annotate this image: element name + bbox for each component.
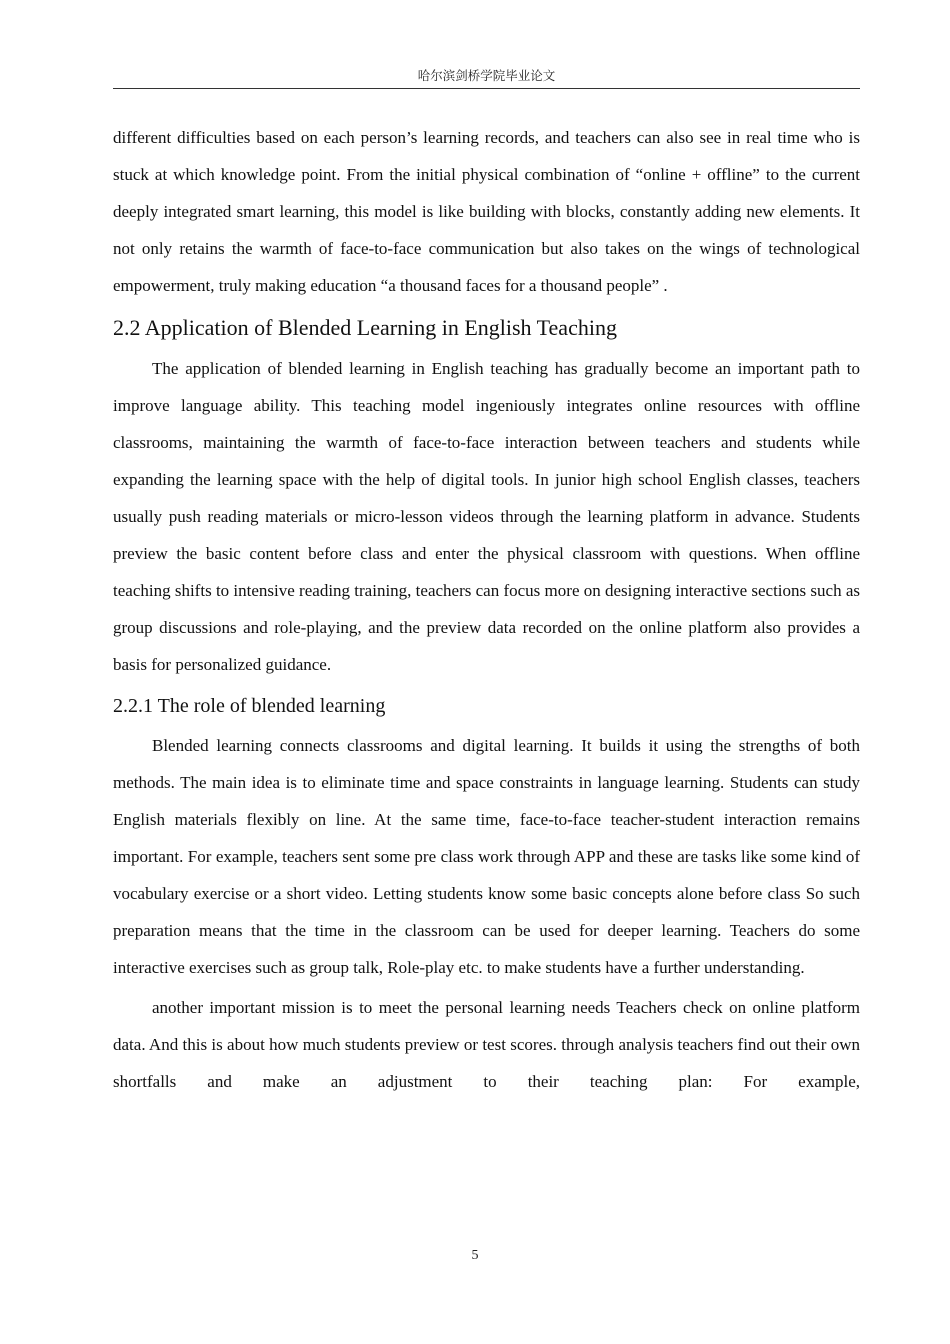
section-2-2-paragraph: The application of blended learning in English teaching has gradually become an important path to improve language ability. This teaching model ingeniously integrates online resources with offline classrooms, maintaining the warmth of face-to-face interaction between teachers and students while expanding the learning space with the help of digital tools. In junior high school English classes, teachers usually push reading materials or micro-lesson videos through the learning platform in advance. Students preview the basic content before class and enter the physical classroom with questions. When offline teaching shifts to intensive reading training, teachers can focus more on designing interactive sections such as group discussions and role-playing, and the preview data recorded on the online platform also provides a basis for personalized guidance. bbox=[113, 359, 860, 674]
section-2-2-1-paragraph-2: another important mission is to meet the personal learning needs Teachers check on online platform data. And this is about how much students preview or test scores. through analysis teachers find out their own shortfalls and make an adjustment to their teaching plan: For example, bbox=[113, 998, 860, 1091]
header-title: 哈尔滨剑桥学院毕业论文 bbox=[417, 68, 556, 83]
section-2-2-1-heading: 2.2.1 The role of blended learning bbox=[113, 695, 386, 717]
section-2-2-heading: 2.2 Application of Blended Learning in English Teaching bbox=[113, 315, 617, 340]
section-2-2-1-paragraph-1: Blended learning connects classrooms and digital learning. It builds it using the strengths of both methods. The main idea is to eliminate time and space constraints in language learning. Students can study English materials flexibly on line. At the same time, face-to-face teacher-student interaction remains important. For example, teachers sent some pre class work through APP and these are tasks like some kind of vocabulary exercise or a short video. Letting students know some basic concepts alone before class So such preparation means that the time in the classroom can be used for deeper learning. Teachers do some interactive exercises such as group talk, Role-play etc. to make students have a further understanding. bbox=[113, 736, 860, 977]
page-number: 5 bbox=[471, 1248, 479, 1263]
intro-paragraph: different difficulties based on each person’s learning records, and teachers can also see in real time who is stuck at which knowledge point. From the initial physical combination of “online + offline” to the current deeply integrated smart learning, this model is like building with blocks, constantly adding new elements. It not only retains the warmth of face-to-face communication but also takes on the wings of technological empowerment, truly making education “a thousand faces for a thousand people” . bbox=[113, 128, 860, 295]
page-header bbox=[113, 66, 860, 89]
page-content bbox=[113, 119, 860, 1100]
